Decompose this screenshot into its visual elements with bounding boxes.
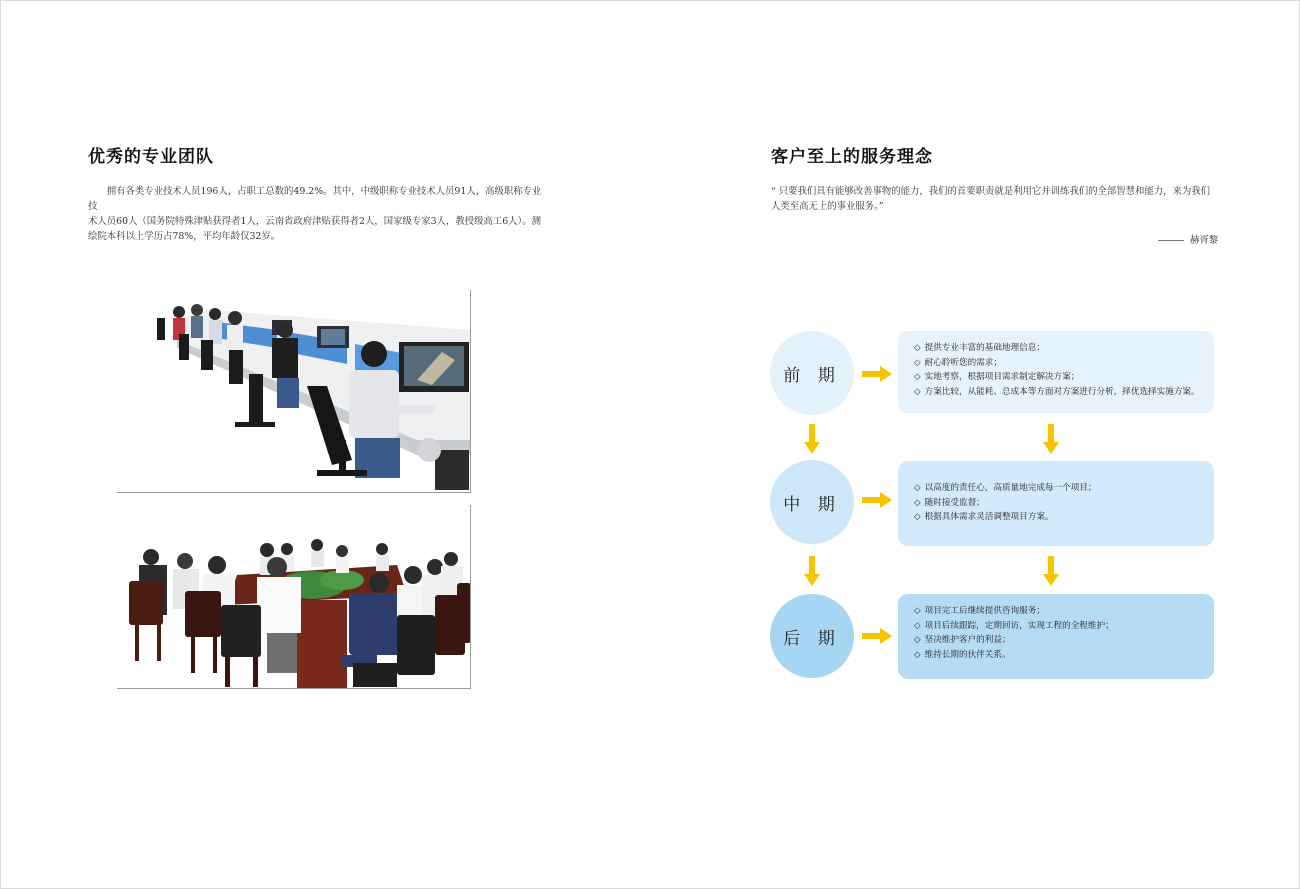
quote-author: 赫胥黎	[1190, 235, 1219, 246]
team-paragraph-line: 绘院本科以上学历占78%，平均年龄仅32岁。	[88, 231, 281, 242]
diamond-bullet-icon: ◇	[914, 512, 921, 523]
phase-item: ◇ 以高度的责任心，高质量地完成每一个项目；	[914, 483, 1097, 493]
phase-item: ◇ 耐心聆听您的需求；	[914, 357, 1002, 368]
diamond-bullet-icon: ◇	[914, 606, 921, 616]
quote-attribution	[1158, 232, 1218, 246]
computer-lab-photo	[117, 290, 471, 493]
phase-item: ◇ 方案比较，从能耗、总成本等方面对方案进行分析，择优选择实施方案。	[914, 386, 1200, 397]
quote-line: 人类至高无上的事业服务。”	[771, 201, 884, 212]
meeting-room-illustration	[117, 505, 471, 688]
phase-box-late	[898, 594, 1214, 679]
arrow-right-icon	[862, 628, 892, 644]
diamond-bullet-icon: ◇	[914, 620, 921, 631]
phase-item: ◇ 项目后续跟踪，定期回访，实现工程的全程维护；	[914, 620, 1114, 631]
team-paragraph	[88, 184, 548, 244]
phase-circle-early: 前 期	[770, 331, 854, 415]
team-paragraph-line: 拥有各类专业技术人员196人，占职工总数的49.2%。其中，中级职称专业技术人员91人，高级职称专业技	[88, 186, 542, 212]
phase-box-middle	[898, 461, 1214, 546]
arrow-down-icon	[804, 424, 820, 454]
phase-box-early	[898, 331, 1214, 413]
quote-paragraph	[771, 184, 1231, 214]
diamond-bullet-icon: ◇	[914, 497, 921, 508]
phase-circle-late: 后 期	[770, 594, 854, 678]
meeting-room-photo	[117, 505, 471, 689]
phase-item: ◇ 提供专业丰富的基础地理信息；	[914, 343, 1045, 353]
service-heading: 客户至上的服务理念	[771, 147, 933, 167]
quote-line: “ 只要我们具有能够改善事物的能力，我们的首要职责就是利用它并训练我们的全部智慧和能力，来为我们	[771, 186, 1211, 197]
diamond-bullet-icon: ◇	[914, 343, 921, 353]
diamond-bullet-icon: ◇	[914, 386, 921, 397]
phase-item: ◇ 根据具体需求灵活调整项目方案。	[914, 512, 1054, 523]
computer-lab-illustration	[117, 290, 471, 492]
team-heading: 优秀的专业团队	[88, 147, 214, 167]
team-paragraph-line: 术人员60人（国务院特殊津贴获得者1人，云南省政府津贴获得者2人，国家级专家3人，教授级高工6人）。测	[88, 216, 541, 227]
arrow-down-icon	[1043, 424, 1059, 454]
diamond-bullet-icon: ◇	[914, 635, 921, 646]
arrow-right-icon	[862, 492, 892, 508]
phase-circle-middle: 中 期	[770, 460, 854, 544]
diamond-bullet-icon: ◇	[914, 649, 921, 660]
arrow-down-icon	[1043, 556, 1059, 586]
phase-item: ◇ 实地考察，根据项目需求制定解决方案；	[914, 372, 1080, 383]
diamond-bullet-icon: ◇	[914, 372, 921, 383]
arrow-down-icon	[804, 556, 820, 586]
attribution-dash	[1158, 240, 1184, 241]
phase-item: ◇ 项目完工后继续提供咨询服务；	[914, 606, 1045, 616]
phase-item: ◇ 随时接受监督；	[914, 497, 985, 508]
phase-item: ◇ 维持长期的伙伴关系。	[914, 649, 1011, 660]
phase-item: ◇ 坚决维护客户的利益；	[914, 635, 1011, 646]
diamond-bullet-icon: ◇	[914, 357, 921, 368]
diamond-bullet-icon: ◇	[914, 483, 921, 493]
arrow-right-icon	[862, 366, 892, 382]
